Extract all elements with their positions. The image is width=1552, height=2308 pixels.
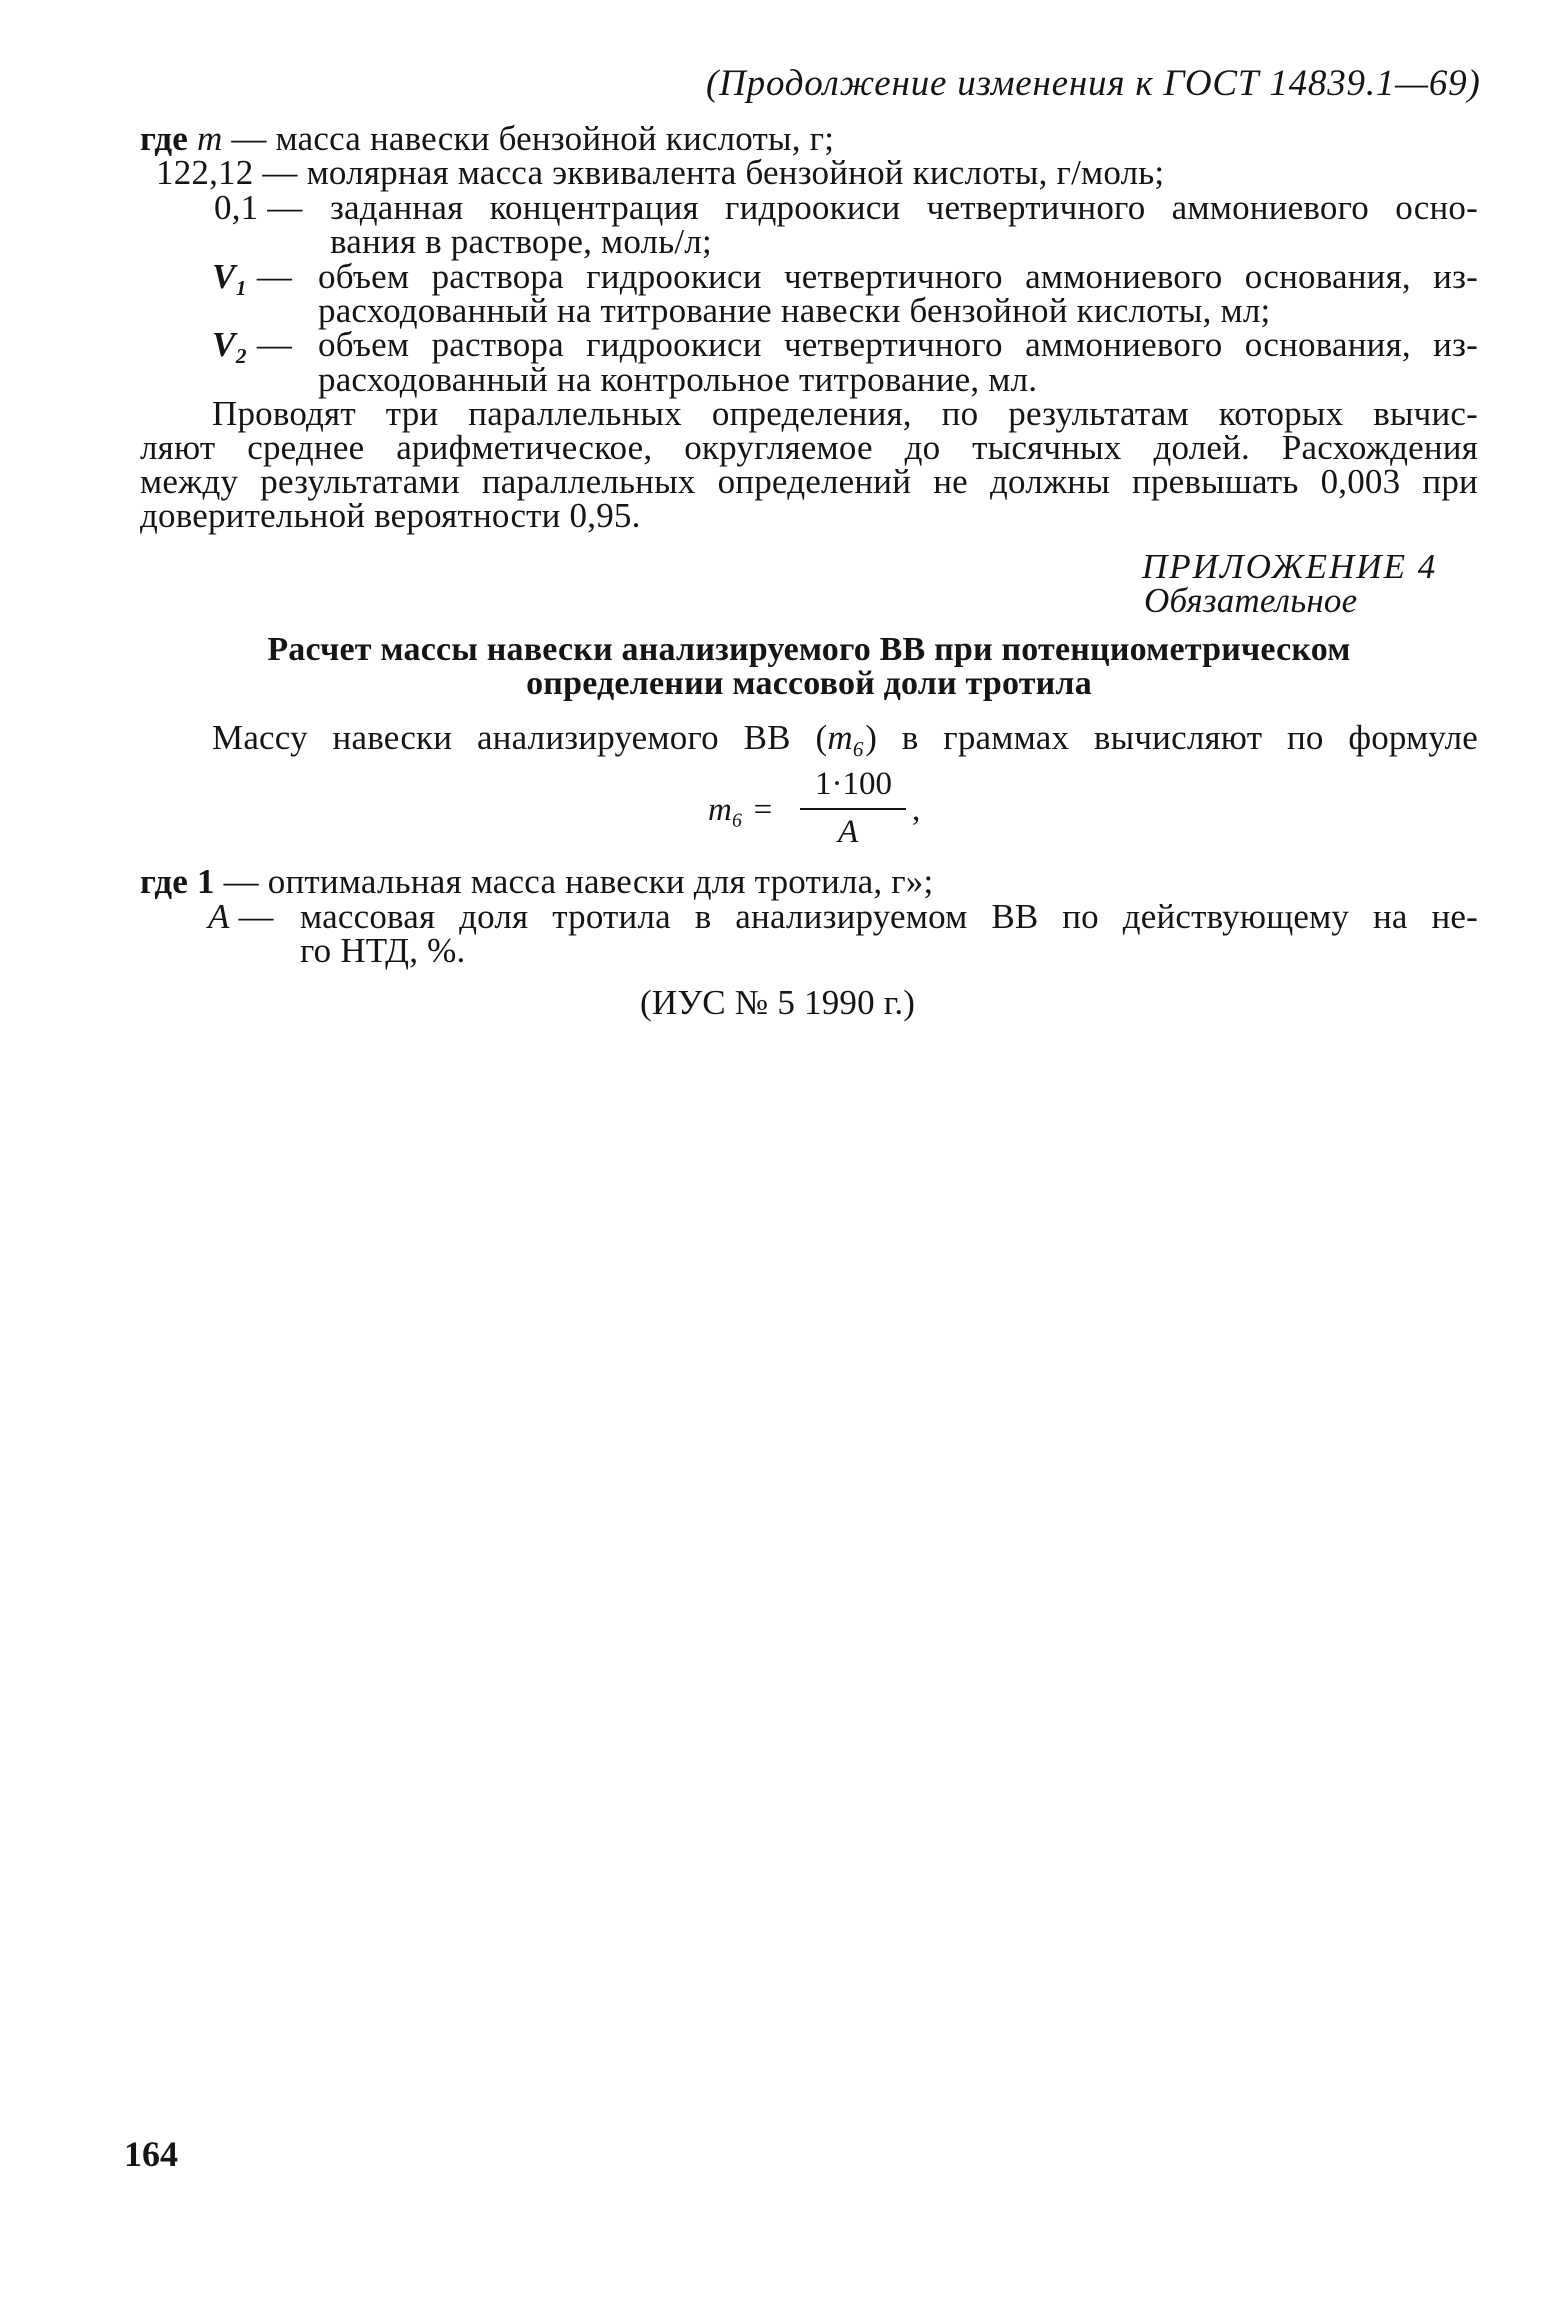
intro-text-end: ) в граммах вычисляют по формуле bbox=[865, 718, 1478, 757]
definition-v1-line-2: расходованный на титрование навески бензойной кислоты, мл; bbox=[318, 291, 1271, 330]
definition-dash: — bbox=[247, 257, 293, 296]
where-lead: A bbox=[208, 897, 230, 936]
definition-v1-line-1: объем раствора гидроокиси четвертичного аммониевого основания, из- bbox=[318, 257, 1478, 296]
definition-lead: 122,12 bbox=[156, 153, 254, 192]
formula-fraction-bar bbox=[800, 808, 906, 810]
intro-symbol: m₆ bbox=[827, 718, 866, 757]
definition-dash: — bbox=[247, 325, 293, 364]
appendix-status: Обязательное bbox=[1144, 581, 1358, 620]
source-reference: (ИУС № 5 1990 г.) bbox=[640, 983, 916, 1022]
definition-dash: — bbox=[258, 188, 303, 227]
definition-v2-line-2: расходованный на контрольное титрование, мл. bbox=[318, 360, 1038, 399]
definition-concentration-line-2: вания в растворе, моль/л; bbox=[330, 222, 712, 261]
appendix-title: ПРИЛОЖЕНИЕ 4 bbox=[1142, 547, 1438, 586]
continuation-header: (Продолжение изменения к ГОСТ 14839.1—69) bbox=[706, 63, 1481, 104]
section-heading-line-2: определении массовой доли тротила bbox=[526, 665, 1092, 702]
where-a-line-1: массовая доля тротила в анализируемом ВВ по действующему на не- bbox=[300, 897, 1478, 936]
definition-v2 bbox=[212, 325, 292, 365]
paragraph-line-3: между результатами параллельных определений не должны превышать 0,003 при bbox=[140, 462, 1478, 501]
definition-concentration-line-1: заданная концентрация гидроокиси четвертичного аммониевого осно- bbox=[330, 188, 1478, 227]
formula-numerator: 1·100 bbox=[815, 766, 892, 802]
definition-symbol: m bbox=[196, 119, 223, 158]
formula-denominator: A bbox=[838, 814, 859, 850]
definition-text: молярная масса эквивалента бензойной кислоты, г/моль; bbox=[306, 153, 1165, 192]
paragraph-line-4: доверительной вероятности 0,95. bbox=[140, 496, 641, 535]
definition-v2-line-1: объем раствора гидроокиси четвертичного аммониевого основания, из- bbox=[318, 325, 1478, 364]
section-heading-line-1: Расчет массы навески анализируемого ВВ при потенциометрическом bbox=[267, 631, 1351, 668]
where-a bbox=[208, 897, 274, 937]
definition-molar-mass bbox=[156, 153, 1164, 193]
where-optimal-mass bbox=[140, 862, 933, 902]
formula-left: m₆ = bbox=[708, 792, 774, 828]
formula-trail: , bbox=[912, 792, 921, 828]
definition-dash: — bbox=[253, 153, 307, 192]
intro-text: Массу навески анализируемого ВВ ( bbox=[212, 718, 828, 757]
page-number: 164 bbox=[124, 2134, 178, 2174]
definition-concentration bbox=[214, 188, 303, 228]
definition-lead: где bbox=[140, 119, 197, 158]
definition-text: масса навески бензойной кислоты, г; bbox=[275, 119, 835, 158]
where-text: оптимальная масса навески для тротила, г»; bbox=[267, 862, 934, 901]
definition-dash: — bbox=[222, 119, 276, 158]
definition-symbol: V₂ bbox=[212, 325, 248, 364]
paragraph-line-2: ляют среднее арифметическое, округляемое до тысячных долей. Расхождения bbox=[140, 428, 1478, 467]
paragraph-line-1: Проводят три параллельных определения, по результатам которых вычис- bbox=[212, 394, 1478, 433]
where-dash: — bbox=[214, 862, 268, 901]
definition-symbol: V₁ bbox=[212, 257, 248, 296]
section-intro bbox=[212, 718, 1478, 758]
definition-lead: 0,1 bbox=[214, 188, 259, 227]
where-a-line-2: го НТД, %. bbox=[300, 931, 466, 970]
where-lead: где 1 bbox=[140, 862, 215, 901]
where-dash: — bbox=[229, 897, 274, 936]
definition-v1 bbox=[212, 257, 292, 297]
